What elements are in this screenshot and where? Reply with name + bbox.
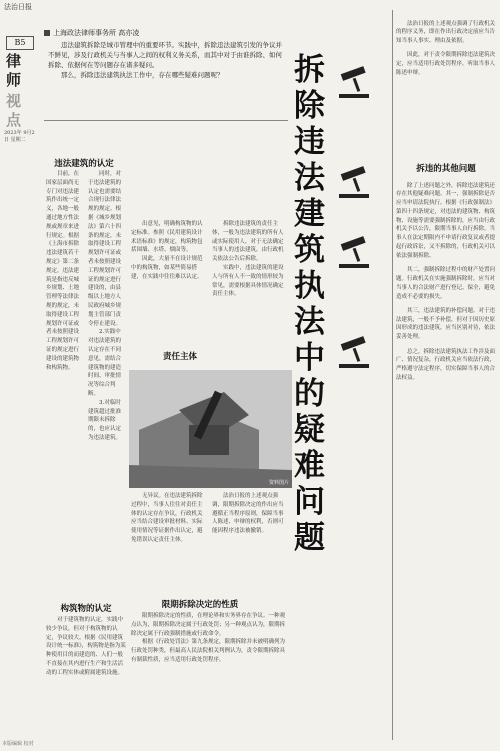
paragraph: 限期拆除决定的性质，在理论界和实务界存在争议。一种观点认为，限期拆除决定属于行政处罚；另一种观点认为，限期拆除决定属于行政强制措施或行政命令。 [131, 613, 286, 637]
paragraph: 3.对临时建筑超过批准期限未拆除的，也应认定为违法建筑。 [88, 399, 122, 441]
masthead: 法治日报 [4, 3, 32, 11]
article-column [46, 616, 126, 731]
section-subtitle: 视点 [6, 92, 22, 129]
section-heading: 拆违的其他问题 [416, 164, 476, 174]
section-heading: 限期拆除决定的性质 [161, 600, 239, 610]
section-title: 律师 [6, 52, 22, 89]
paragraph: 同时，对于违法建筑的认定也需要结合现行法律法规的规定。根据《城乡规划法》第六十四条的规定，未取得建设工程规划许可证或者未按照建设工程规划许可证的规定进行建设的，由县级以上地方人民政府城乡规划主管部门责令停止建设。 [88, 171, 122, 327]
paragraph: 无异议。在违法建筑拆除过程中，当事人往往对责任主体的认定存在争议，行政机关应当结合建设审批材料、实际使用情况等证据作出认定，避免错误认定责任主体。 [131, 493, 203, 543]
lede [48, 40, 284, 80]
column-divider [392, 10, 393, 740]
photo-caption: 资料图片 [268, 480, 289, 486]
paragraph: 其三，违法建筑的补偿问题。对于违法建筑，一般不予补偿，但对于因历史原因形成的违法建筑，应当区别对待，依法妥善处理。 [396, 307, 496, 341]
issue-date: 2023年 9月2日 星期二 [4, 130, 35, 143]
news-photo [129, 370, 292, 488]
page-number: B5 [6, 36, 34, 50]
article-column [396, 14, 496, 154]
paragraph: 目前，在国家层面尚无专门对违法建筑作出统一定义，各地一般通过地方性法规或规章来进行规定。根据《上海市拆除违法建筑若干规定》第二条规定，违法建筑是指违反城乡规划、土地管理等法律法规的规定，未取得建设工程规划许可证或者未按照建设工程规划许可证的规定进行建设的建筑物和构筑物。 [46, 171, 80, 371]
paragraph: 除了上述问题之外，拆除违法建筑还存在其他疑难问题。其一，强制拆除是否应当申请法院执行。根据《行政强制法》第四十四条规定，对违法的建筑物、构筑物、设施等需要强制拆除的，应当由行政机关予以公告，限期当事人自行拆除。当事人在法定期限内不申请行政复议或者提起行政诉讼，又不拆除的，行政机关可以依法强制拆除。 [396, 182, 496, 259]
article-column [131, 220, 207, 340]
section-heading: 构筑物的认定 [60, 604, 112, 614]
lede-paragraph: 那么，拆除违法建筑执法工作中，存在哪些疑难问题呢？ [61, 71, 224, 79]
paragraph: 2.实践中对违法建筑的认定存在不同意见，需结合建筑物的建造时间、审批情况等综合判断。 [88, 329, 122, 397]
paragraph: 拆除违法建筑的责任主体，一般为违法建筑的所有人或实际使用人。对于无法确定当事人的违法建筑，由行政机关依法公告后拆除。 [212, 221, 284, 263]
paragraph: 总之，拆除违法建筑执法工作涉及面广、情况复杂，行政机关应当依法行政，严格遵守法定程序，切实保障当事人的合法权益。 [396, 348, 496, 381]
section-heading: 违法建筑的认定 [54, 159, 114, 169]
article-column [88, 170, 126, 600]
section-heading: 责任主体 [162, 352, 197, 362]
author-text: 上海政法律师事务所 高亦凌 [53, 29, 140, 37]
article-column [212, 220, 288, 360]
article-column [212, 492, 288, 592]
article-column [131, 612, 288, 732]
demolition-photo-graphic [129, 370, 292, 488]
lede-paragraph: 违法建筑拆除是城市管理中的重要环节。实践中，拆除违法建筑引发的争议并不鲜见，涉及行政机关与当事人之间的权利义务关系，而其中对于由谁拆除、如何拆除、依据何在等问题存在诸多疑问。 [48, 41, 282, 69]
bullet-square-icon [44, 30, 50, 36]
article-column [131, 492, 207, 592]
section-sidebar [0, 22, 40, 352]
gavel-decoration [335, 60, 395, 390]
paragraph: 法治日报的上述观点强调了行政机关的程序义务，即在作出行政决定前应当告知当事人事实、理由及依据。 [396, 20, 496, 45]
paragraph: 因此，对于责令限期拆除违法建筑决定，应当适用行政处罚程序，听取当事人陈述申辩。 [396, 52, 496, 76]
paragraph: 法治日报的上述观点强调，限期拆除决定的作出应当遵循正当程序原则，保障当事人陈述、申辩的权利，否则可能因程序违法被撤销。 [212, 493, 284, 535]
paragraph: 其二，强制拆除过程中的财产处置问题。行政机关在实施强制拆除时，应当对当事人的合法财产进行登记、保全，避免造成不必要的损失。 [396, 267, 496, 300]
article-column [396, 176, 496, 736]
footer-credits: 本版编辑 校对 [2, 741, 34, 747]
paragraph: 对于建筑物的认定，实践中较少争议，但对于构筑物的认定，争议较大。根据《民用建筑设计统一标准》，构筑物是指为某种使用目的而建造的、人们一般不直接在其内进行生产和生活活动的工程实体或附属建筑设施。 [46, 617, 126, 676]
paragraph: 因此，大量不在设计规范中的构筑物，如某些简易搭建，在实践中往往难以认定。 [131, 256, 203, 280]
paragraph: 出意见，明确构筑物的认定标准。参照《民用建筑设计术语标准》的规定，构筑物包括围墙、水塔、烟囱等。 [131, 221, 203, 254]
headline: 拆除违法建筑执法中的疑难问题 [294, 52, 325, 556]
paragraph: 根据《行政处罚法》第九条规定，限期拆除并未被明确列为行政处罚种类，但最高人民法院相关判例认为，责令限期拆除具有制裁性质，应当适用行政处罚程序。 [131, 639, 286, 663]
author-line [44, 28, 284, 38]
article-column [46, 170, 84, 505]
paragraph: 实践中，违法建筑的建设人与所有人不一致的情形较为常见，需要根据具体情况确定责任主体。 [212, 264, 284, 298]
divider [44, 120, 288, 121]
